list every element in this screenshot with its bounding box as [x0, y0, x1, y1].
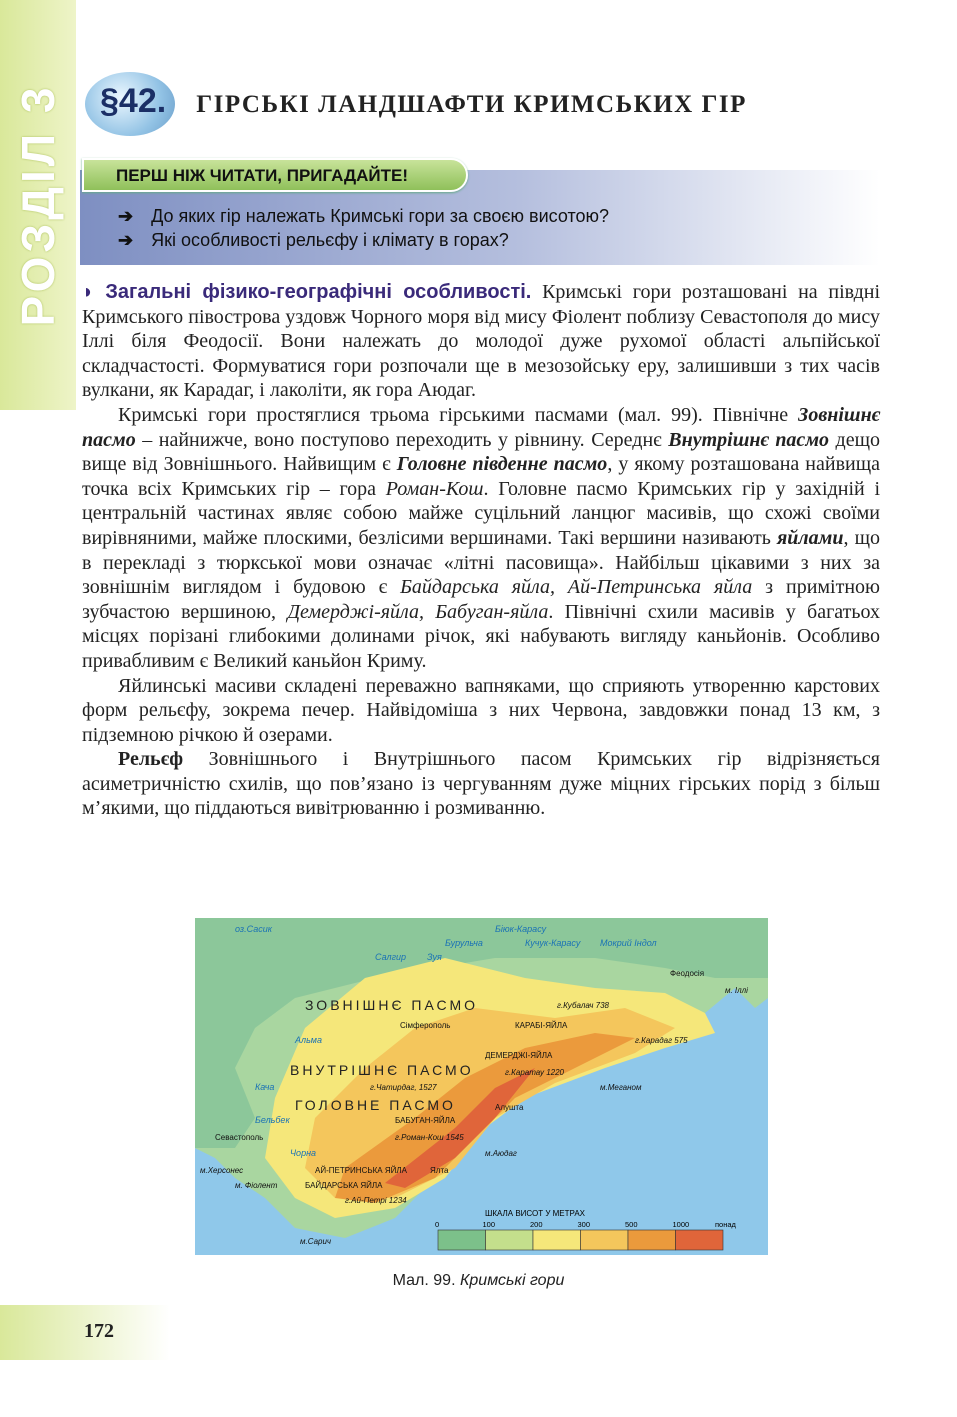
map-label: БАБУГАН-ЯЙЛА: [395, 1116, 456, 1125]
map-label: КАРАБІ-ЯЙЛА: [515, 1021, 568, 1030]
paragraph: [82, 280, 880, 403]
river-label: Біюк-Карасу: [495, 924, 547, 934]
paragraph-text: Кримські гори розташовані на півдні Кримського півострова уздовж Чорного моря від мису Фіолент поблизу Севастополя до мису Іллі біля Феодосії. Вони належать до молодої дуже рухомої області альпійської складчастості. Формуватися гори розпочали ще в мезозойську еру, залишивши з тих часів вулкани, як Карадаг, і лаколіти, як гора Аюдаг.: [82, 281, 881, 402]
body-text: [82, 280, 880, 821]
map-label: г.Карадаг 575: [635, 1036, 688, 1045]
section-label: РОЗДІЛ 3: [12, 83, 64, 327]
t: дещо вище від Зовнішнього. Найвищим є: [82, 428, 881, 476]
arrow-icon: ➔: [118, 206, 134, 226]
recall-label: ПЕРШ НІЖ ЧИТАТИ, ПРИГАДАЙТЕ!: [82, 158, 468, 192]
term: Головне південне пасмо: [396, 453, 608, 476]
crimea-map: [195, 918, 768, 1255]
legend-tick: 300: [577, 1220, 591, 1229]
river-label: Мокрий Індол: [600, 938, 657, 948]
term: Роман-Кош: [385, 477, 484, 500]
question: [118, 230, 509, 251]
arrow-icon: ➔: [118, 230, 134, 250]
map-label: м.Сарич: [300, 1237, 332, 1246]
t: з примітною зубчастою вершиною,: [82, 576, 880, 623]
map-label: г.Каратау 1220: [505, 1068, 565, 1077]
paragraph: [82, 403, 880, 674]
map-label: м. Фіолент: [235, 1181, 278, 1190]
paragraph-number: §42.: [100, 82, 167, 120]
legend-swatch: [533, 1230, 581, 1250]
river-label: Зуя: [427, 952, 442, 962]
question-text: Які особливості рельєфу і клімату в горах?: [151, 230, 509, 250]
legend-tick: 100: [482, 1220, 496, 1229]
caption-title: Кримські гори: [459, 1272, 565, 1289]
term: Демерджі-яйла, Бабуган-яйла: [287, 600, 549, 623]
legend-tick: 0: [435, 1220, 440, 1229]
heading: ГІРСЬКІ ЛАНДШАФТИ КРИМСЬКИХ ГІР: [196, 91, 747, 118]
map-label: м. Іллі: [725, 986, 748, 995]
map-label: Феодосія: [670, 969, 705, 978]
term: Зовнішнє пасмо: [82, 403, 880, 451]
term: яйлами: [776, 526, 844, 549]
legend-swatch: [676, 1230, 724, 1250]
term: Внутрішнє пасмо: [668, 428, 830, 451]
map-label: БАЙДАРСЬКА ЯЙЛА: [305, 1181, 383, 1190]
map-label: Алушта: [495, 1103, 524, 1112]
question: [118, 206, 609, 227]
bullet-icon: ◗: [82, 281, 106, 303]
t: , у якому розташована найвища точка всіх Кримських гір – гора: [82, 453, 880, 500]
figure-caption: [0, 1272, 957, 1290]
river-label: Бурульча: [445, 938, 483, 948]
river-label: Кача: [255, 1082, 275, 1092]
paragraph: Яйлинські масиви складені переважно вапняками, що сприяють утворенню карстових форм рельєфу, зокрема печер. Найвідоміша з них Червона, завдовжки понад 13 км, з підземною річкою й озерами.: [82, 674, 880, 746]
river-label: Бельбек: [255, 1115, 290, 1125]
map-label: г.Кубалач 738: [557, 1001, 609, 1010]
t: . Головне пасмо Кримських гір у західній і центральній частинах являє собою майже суцільний ланцюг масивів, що схожі своїми вирівняними, майже плоскими, безлісими вершинами. Такі вершини називають: [82, 477, 880, 549]
t: Кримські гори простяглися трьома гірськими пасмами (мал. 99). Північне: [118, 403, 799, 426]
term: Рельєф: [118, 748, 184, 771]
question-text: До яких гір належать Кримські гори за своєю висотою?: [151, 206, 610, 226]
legend-tick: понад: [715, 1220, 736, 1229]
map-label: АЙ-ПЕТРИНСЬКА ЯЙЛА: [315, 1166, 407, 1175]
map-label: м.Меганом: [600, 1083, 642, 1092]
map-label: м.Аюдаг: [485, 1149, 517, 1158]
subheading: Загальні фізико-географічні особливості.: [105, 281, 532, 303]
legend-swatch: [628, 1230, 676, 1250]
range-label: ЗОВНІШНЄ ПАСМО: [305, 997, 479, 1013]
legend-tick: 500: [625, 1220, 638, 1229]
paragraph: [82, 747, 880, 821]
map-label: Севастополь: [215, 1133, 264, 1142]
page-title: [100, 82, 747, 121]
page-number: 172: [84, 1320, 114, 1342]
river-label: Кучук-Карасу: [525, 938, 581, 948]
caption-number: Мал. 99.: [392, 1272, 456, 1289]
legend-swatch: [486, 1230, 534, 1250]
section-tab: [0, 0, 76, 410]
river-label: Чорна: [290, 1148, 317, 1158]
term: Байдарська яйла, Ай-Петринська яйла: [400, 576, 753, 599]
legend-title: ШКАЛА ВИСОТ У МЕТРАХ: [485, 1209, 585, 1218]
t: – найнижче, воно поступово переходить у рівнину. Середнє: [135, 428, 669, 451]
legend-swatch: [581, 1230, 629, 1250]
legend-swatch: [438, 1230, 486, 1250]
t: Зовнішнього і Внутрішнього пасом Кримських гір відрізняється асиметричністю схилів, що пов’язано із чергуванням дуже міцних гірських порід з більш м’якими, що піддаються вивітрюванню і розмиванню.: [82, 748, 880, 820]
map-label: ДЕМЕРДЖІ-ЯЙЛА: [485, 1051, 553, 1060]
river-label: Альма: [295, 1035, 322, 1045]
map-label: м.Херсонес: [200, 1166, 244, 1175]
river-label: Салгир: [375, 952, 407, 962]
map-label: г.Роман-Кош 1545: [395, 1133, 464, 1142]
legend-tick: 1000: [672, 1220, 690, 1229]
map-label: Сімферополь: [400, 1021, 451, 1030]
map-label: оз.Сасик: [235, 924, 272, 934]
range-label: ВНУТРІШНЄ ПАСМО: [290, 1062, 474, 1078]
map-label: г.Ай-Петрі 1234: [345, 1196, 407, 1205]
t: , що в перекладі з тюркської мови означає «літні пасовища». Найбільш цікавими з них за зовнішнім виглядом і будовою є: [82, 526, 880, 599]
map-label: г.Чатирдаг, 1527: [370, 1083, 437, 1092]
t: . Північні схили масивів у багатьох місцях порізані глибокими долинами річок, які набувають вигляду каньйонів. Особливо привабливим є Великий каньйон Криму.: [82, 600, 881, 672]
range-label: ГОЛОВНЕ ПАСМО: [295, 1097, 456, 1113]
legend-tick: 200: [530, 1220, 543, 1229]
map-label: Ялта: [430, 1166, 449, 1175]
